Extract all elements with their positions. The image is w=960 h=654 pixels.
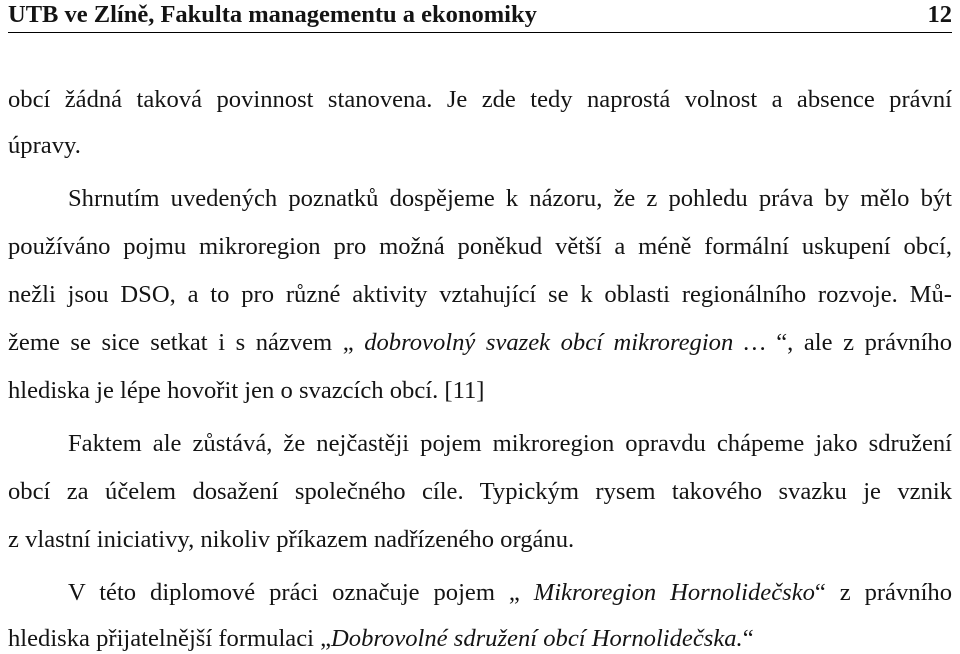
text-run: hlediska přijatelnější formulaci „ [8, 625, 332, 652]
text-line [68, 579, 952, 607]
text-line [8, 625, 952, 653]
quoted-term: Mikroregion Hornolidečsko [519, 579, 815, 606]
text-line: hlediska je lépe hovořit jen o svazcích obcí. [11] [8, 377, 485, 404]
text-run: žeme se sice setkat i s názvem „ [8, 329, 354, 356]
text-line: obcí za účelem dosažení společného cíle. Typickým rysem takového svazku je vznik [8, 478, 952, 505]
text-run: “ z právního [814, 579, 952, 606]
text-line: Shrnutím uvedených poznatků dospějeme k názoru, že z pohledu práva by mělo být [68, 185, 952, 212]
quoted-term: Dobrovolné sdružení obcí Hornolidečska. [331, 625, 743, 652]
running-header [8, 0, 952, 33]
text-run: V této diplomové práci označuje pojem „ [68, 579, 520, 606]
text-line: z vlastní iniciativy, nikoliv příkazem nadřízeného orgánu. [8, 526, 575, 553]
page-number: 12 [927, 1, 952, 28]
text-line: používáno pojmu mikroregion pro možná poněkud větší a méně formální uskupení obcí, [8, 233, 952, 260]
text-run: “ [742, 625, 754, 652]
text-line: obcí žádná taková povinnost stanovena. Je zde tedy naprostá volnost a absence právní [8, 86, 952, 113]
text-line: nežli jsou DSO, a to pro různé aktivity vztahující se k oblasti regionálního rozvoje. Mů- [8, 281, 952, 308]
text-line [8, 329, 952, 357]
text-run: “, ale z právního [776, 329, 953, 356]
text-line: úpravy. [8, 132, 81, 159]
quoted-term: dobrovolný svazek obcí mikroregion … [353, 329, 777, 356]
header-title: UTB ve Zlíně, Fakulta managementu a ekonomiky [8, 1, 537, 28]
text-line: Faktem ale zůstává, že nejčastěji pojem mikroregion opravdu chápeme jako sdružení [68, 430, 952, 457]
